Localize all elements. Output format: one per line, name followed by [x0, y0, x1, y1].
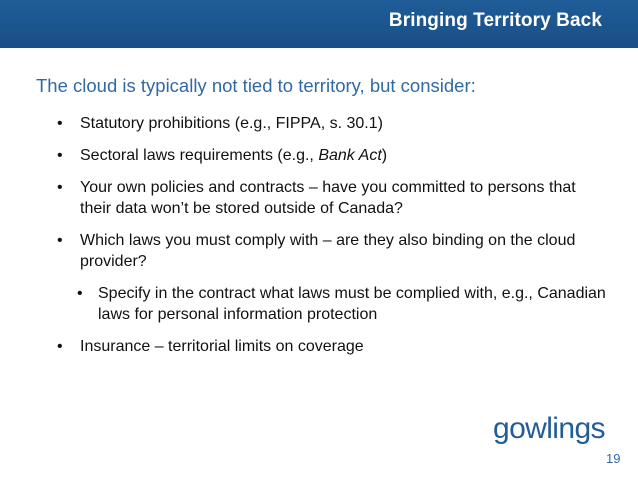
bullet-item-statutory-prohibitions	[56, 113, 606, 134]
bullet-text: Your own policies and contracts – have you committed to persons that their data won’t be stored outside of Canada?	[80, 179, 576, 217]
gowlings-logo: gowlings	[493, 412, 605, 445]
bullet-icon: •	[57, 232, 63, 249]
bullet-text: Statutory prohibitions (e.g., FIPPA, s. 30.1)	[80, 115, 383, 132]
bullet-icon: •	[57, 115, 63, 132]
page-number: 19	[606, 451, 621, 466]
bullet-item-laws-compliance	[56, 230, 606, 272]
bullet-list	[56, 113, 606, 368]
title-bar	[0, 0, 638, 48]
bullet-icon: •	[57, 179, 63, 196]
bullet-icon: •	[57, 147, 63, 164]
bank-act-emphasis: Bank Act	[318, 147, 382, 164]
bullet-text: Specify in the contract what laws must be complied with, e.g., Canadian laws for personal information protection	[98, 285, 606, 323]
bullet-text	[80, 145, 606, 166]
bullet-icon: •	[57, 338, 63, 355]
bullet-text: Insurance – territorial limits on coverage	[80, 338, 364, 355]
bullet-item-insurance	[56, 336, 606, 357]
bullet-item-policies-contracts	[56, 177, 606, 219]
bullet-text-before: Sectoral laws requirements (e.g.,	[80, 147, 319, 164]
sub-bullet-item-contract-laws	[76, 283, 606, 325]
slide-title: Bringing Territory Back	[388, 10, 602, 31]
slide-subtitle: The cloud is typically not tied to territory, but consider:	[36, 75, 476, 96]
bullet-text-after: )	[381, 147, 388, 164]
bullet-text: Which laws you must comply with – are they also binding on the cloud provider?	[80, 232, 576, 270]
bullet-icon: •	[77, 285, 83, 302]
bullet-item-sectoral-laws	[56, 145, 606, 166]
